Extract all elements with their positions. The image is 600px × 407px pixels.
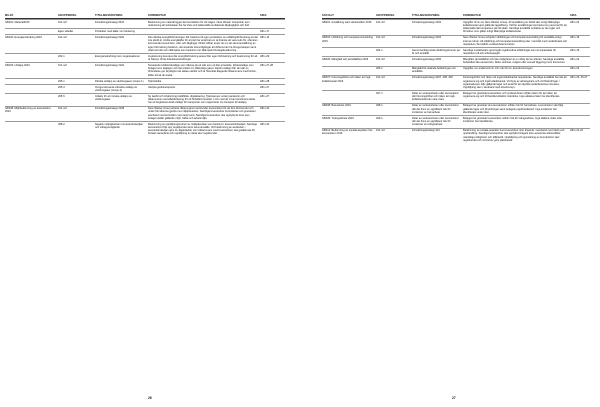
table-cell xyxy=(148,30,260,33)
table-row xyxy=(322,115,590,127)
table-cell: 405-1 xyxy=(376,67,383,71)
table-cell: 205-1 xyxy=(58,79,65,83)
table-cell: GB103: Utsläpp 2016 xyxy=(5,63,30,67)
right-page xyxy=(300,0,600,407)
table-cell xyxy=(570,104,590,114)
table-cell: 101-1/2 xyxy=(376,36,385,40)
table-cell: Egen tabeller xyxy=(58,29,74,33)
table-cell: HB s.19 xyxy=(570,48,580,52)
table-cell: 408-1 xyxy=(376,104,383,108)
table-cell: Mångfald för ledande befattningar och anställda xyxy=(412,67,456,74)
table-cell: Delar av verksamheten eller leverantörer där föreningsfrihet och rätten att ingå kollektivavtal kan vara i fara xyxy=(412,91,459,102)
table-cell: Produkter med källa i sin hantering xyxy=(95,29,135,33)
table-cell: HB s.23, 25-27 xyxy=(570,76,588,80)
table-row xyxy=(5,106,285,122)
header-cell: KOMMENTAR xyxy=(148,14,166,17)
table-cell: 101-1/2 xyxy=(58,35,67,39)
table-row xyxy=(322,75,590,91)
table-cell: 101-1/2 xyxy=(376,129,385,133)
table-row xyxy=(5,121,285,137)
table-row xyxy=(5,62,285,78)
table-cell: Föreningsfrihet och rätten att ingå kollektivavtal respekteras. Samtliga anställda har rätt att organisera sig och ingå kollektivavtal. Vid byte av arbetsgivare och vid förändringar i organisationen följs gällande lagar och avtal för att skydda medarbetarnas intressen. Uppföljning sker i samband med löneöversyn. xyxy=(463,76,567,89)
table-cell xyxy=(5,80,58,83)
table-cell: Samtliga medarbetare genomgår regelbundna utbildningar som är anpassade för respektive roll och arbetsuppgift. xyxy=(463,48,557,55)
table-cell: 205-5 xyxy=(58,94,65,98)
table-cell: HB s.19 xyxy=(570,36,580,40)
header-cell: GRUPPERING xyxy=(58,14,77,17)
header-cell: GRUPPERING xyxy=(376,14,395,17)
table-cell xyxy=(570,117,590,127)
table-cell: 205-3 xyxy=(58,85,65,89)
table-row xyxy=(322,103,590,115)
table-cell: Ny lastbil och inhämtning trafikflöde, digitalisering. Tjänsteresor under pandemin och tillsammans med effektivisering för ett förbättrat resultat. I och med att vi kan kombinera detta har ett begränsat antal utsläpp för transporter som rapporterar sin transport till utsläpp. xyxy=(148,94,255,105)
header-cell: TITEL/BESKRIVNING xyxy=(412,14,440,17)
table-row xyxy=(5,34,285,53)
table-cell: Direkta utsläpp av växthusgaser (scope 1) xyxy=(95,79,144,83)
table-cell: HB s.23 xyxy=(570,20,580,24)
table-cell: Nere Wester Group erbjuder utbildningar och kompetensutveckling för anställda enligt interna rutiner. All utbildning och kompetensutveckling sker i samråd med medarbetare och respektive chef utifrån verksamhetens behov. xyxy=(463,36,568,46)
table-cell: Bolaget har granskat sina leverantörer utifrån risk för barnarbete. Leverantörer ska följa gällande lagar och förordningar samt bolagets uppförandekod. Inga incidenter har identifierats under året. xyxy=(463,104,564,114)
social-gri-table xyxy=(322,14,590,143)
table-cell xyxy=(5,30,58,33)
table-cell: 101-1/2 xyxy=(58,107,67,111)
table-cell xyxy=(5,123,58,136)
header-cell: MILJÖ xyxy=(5,14,14,17)
table-cell: GB407: Föreningsfrihet och rätten att ingå kollektivavtal 2016 xyxy=(322,76,371,83)
table-cell: Negativ miljöpåverkan i leverantörskedjan och vidtagna åtgärder xyxy=(95,122,144,129)
table-cell: GB408: Barnarbete 2016 xyxy=(322,104,351,108)
table-cell: 308-2 xyxy=(58,122,65,126)
table-cell: Den direkta energiförbrukningen där beskrivs till egen produktion av erhålling/förbrukning att det inte skuld är. Andra energikällor för att det har antal kan en ta bränsle att vara redo för, eftersom kommande konsumtion, eller och tillgångar. Direkt siffran anser de om att sammanställning av egen förbrukning beskrivs, det används stora tillgångar att driftens kan ha till egenskaper samt totalt sett det som tillämplas som beskrivs mer tillämpats företagsbestämning. xyxy=(148,35,258,52)
table-cell: Bolaget har granskat leverantörer utifrån risk för tvångsarbete. Inga sådana risker eller incidenter har identifierats. xyxy=(463,116,563,123)
table-cell: HB s.23 xyxy=(570,57,580,61)
table-cell: 101-1/2 xyxy=(376,57,385,61)
table-cell: Förvaltningsstrategi 2404 xyxy=(412,36,442,40)
header-cell: SOCIALT xyxy=(322,14,334,17)
header-cell: SIDA xyxy=(260,14,267,17)
table-row xyxy=(5,53,285,62)
table-cell: GB101: Material2016 xyxy=(5,20,30,24)
table-cell: HB s.20 xyxy=(260,122,270,126)
table-cell: GB102: Energianvändning 2016 xyxy=(5,35,42,39)
table-cell: Avgränsning leverans där energiförbrukning anses från egen förbrukning och beskrivning för att ta hänsyn till de bränsleanvändningar. xyxy=(148,54,258,61)
table-cell: Delar av verksamheten eller leverantörer där det finns en signifikant risk för incidenter av barnarbete xyxy=(412,104,459,114)
table-cell xyxy=(5,95,58,105)
table-cell: HB s.16 xyxy=(260,35,270,39)
table-cell xyxy=(5,55,58,61)
table-cell: HB s.21-22 xyxy=(570,129,583,133)
table-row xyxy=(322,90,590,102)
table-cell: 101-1/2 xyxy=(376,20,385,24)
table-row xyxy=(5,19,285,28)
table-cell: Delar av verksamheten eller leverantörer där det finns en signifikant risk för incidenter av tvångsarbete xyxy=(412,116,459,127)
page-number: 27 xyxy=(452,396,456,400)
table-cell: 404-1 xyxy=(376,48,383,52)
table-cell: HB s.23 xyxy=(570,67,580,71)
table-cell xyxy=(322,67,376,73)
table-row xyxy=(322,35,590,47)
table-cell: Genomsnittligt antal utbildningstimmar per år och anställd xyxy=(412,48,461,55)
table-cell: Förvaltningsstrategi 2102 xyxy=(412,20,442,24)
table-cell: Uppgifter om andel kvinnor och män finns i årsredovisningen. xyxy=(463,67,534,71)
header-cell: TITEL/BESKRIVNING xyxy=(95,14,123,17)
table-cell xyxy=(5,86,58,92)
table-cell: Initiativ för att minska utsläpp av växthusgaser xyxy=(95,94,132,101)
table-cell: HB s.28 xyxy=(260,79,270,83)
table-row xyxy=(322,128,590,144)
table-cell: Bolaget har granskat leverantörer och verksamheter utifrån risken för att rätten att organisera sig och förhandla kollektivt inskränks. Inga sådana risker har identifierats. xyxy=(463,91,561,99)
table-row xyxy=(5,84,285,93)
table-cell: Uppgifter finns om Nere Wester Group. All anställning av heltid sker enligt tillämpliga kollektivavtal samt gällande lagstiftning. Vid fler anställningar tas beslut om personal för att säkerställa rätt kompetens på rätt plats. Samtliga anställda omfattas av de regler och förmåner som gäller enligt tillämpliga kollektivavtal. xyxy=(463,20,567,34)
table-cell: HB s.27 xyxy=(260,94,270,98)
table-cell xyxy=(322,92,376,102)
table-cell: Förvaltningsstrategi 414 xyxy=(412,129,440,133)
table-cell: GB409: Tvångsarbete 2016 xyxy=(322,116,354,120)
table-cell: Tjänstebilar xyxy=(148,79,162,83)
table-cell xyxy=(260,21,285,27)
table-cell: GB108: Miljöbedömning av leverantörer 2016 xyxy=(5,107,51,114)
table-cell: Förvaltningsstrategi 2102 xyxy=(95,63,125,67)
table-row xyxy=(322,19,590,35)
table-cell xyxy=(570,92,590,102)
table-row xyxy=(5,93,285,105)
table-cell: 101-1/2 xyxy=(58,20,67,24)
table-row xyxy=(322,56,590,65)
table-cell: Förvaltningsstrategi 2407, 408, 409 xyxy=(412,76,453,80)
table-cell: GB414: Bedömning av sociala aspekter hos leverantörer 2016 xyxy=(322,129,373,136)
table-cell: Inköpta godstransporter xyxy=(148,85,176,89)
environment-gri-table xyxy=(5,14,285,137)
table-cell: Förvaltningsstrategi 2405 xyxy=(412,57,442,61)
table-cell: Övriga relevanta indirekta utsläpp av växthusgaser (scope 3) xyxy=(95,85,138,92)
table-cell: Beskrivning av uppföljningsrutiner av miljöpåverkan som beskrivs i leverantörskedjan. Samtliga leverantörer följs upp regelbundet samt sammanställs. Vid bedömning av avvikelser i leverantörskedjan görs en åtgärdsplan som tillsammans med leverantören ska godkännas för fortsatt samarbete och uppföljning av detta sker regelbundet. xyxy=(148,122,257,136)
table-cell: GB401: Anställning samt arbetsvillkor 2016 xyxy=(322,20,372,24)
page-number: 26 xyxy=(148,396,152,400)
table-cell: HB s.29 xyxy=(260,54,270,58)
table-cell: Beskrivning av material ligger denna tabellen för sitt sägen. Nere Wester Groupshar som redovisning att tekniskaan the ha Vites och säkerställa omfattande tillgänglighet och ibid. xyxy=(148,20,250,27)
table-cell xyxy=(322,49,376,55)
table-cell: HB s.20 xyxy=(260,107,270,111)
table-cell: Förvaltningsstrategi 2016 xyxy=(95,20,125,24)
table-cell: Nere Wester Group arbetar tillsammans med kunder leverantörer för att före förtroendet och under förmånerna gjorda mot miljöpåverkan. Samtliga leverantörer kontrolleras och granskas i samband med kontroller med varje kund. Samtliga leverantörer ska uppfylla de krav som bolaget ställer gällande miljö, hälsa och arbetsmiljö. xyxy=(148,107,256,120)
table-cell: Förvaltningsstrategi 2108 xyxy=(95,107,125,111)
table-cell: 407-1 xyxy=(376,91,383,95)
header-cell: KOMMENTAR xyxy=(463,14,481,17)
table-cell: Bedömning av sociala aspekter hos leverantörer sker löpande i samband med inköp och upphandling. Samtliga leverantörer ska uppfylla bolagets krav avseende arbetsvillkor, mänskliga rättigheter och affärsetik. Uppföljning och granskning av leverantörer sker regelbundet och vid behov görs platsbesök. xyxy=(463,129,565,142)
table-cell: GB404: Utbildning och kompetensutveckling 2016 xyxy=(322,36,373,43)
table-cell: 409-1 xyxy=(376,116,383,120)
table-cell: Förvaltningsstrategi 2102 xyxy=(95,35,125,39)
table-cell: 202-1 xyxy=(58,54,65,58)
table-cell: Energianvändning inom organisationen xyxy=(95,54,140,58)
table-row xyxy=(322,47,590,56)
table-cell: GB405: Mångfald och jämställdhet 2016 xyxy=(322,57,369,61)
table-cell: HB s.27 xyxy=(260,85,270,89)
table-cell: HB s.27-28 xyxy=(260,63,273,67)
table-cell: HB s.17 xyxy=(260,29,270,33)
table-cell: Nuvarande koldioxidutsläpp som räknas på ett sätt som ett litet prisvärde. Direktutsläpp som bolaget som dagligen och det enbart om tillämpliga gaser. Direkt utsläpp från det där en förbindelse ger skyldighet att sättas utanför och är förenklat åtagande tillsammans med fordon, källor så att de andra. xyxy=(148,63,257,77)
header-cell: SIDA xyxy=(570,14,577,17)
table-cell: 101-1/2 xyxy=(376,76,385,80)
table-cell: 101-1/2 xyxy=(58,63,67,67)
table-row xyxy=(322,66,590,75)
table-cell: Mångfald, jämställdhet och lika möjligheter är en viktig del av arbetet. Samtliga anställda behandlas lika oavsett kön, ålder, etnicitet, religion eller sexuell läggning inom koncernen. xyxy=(463,57,566,65)
